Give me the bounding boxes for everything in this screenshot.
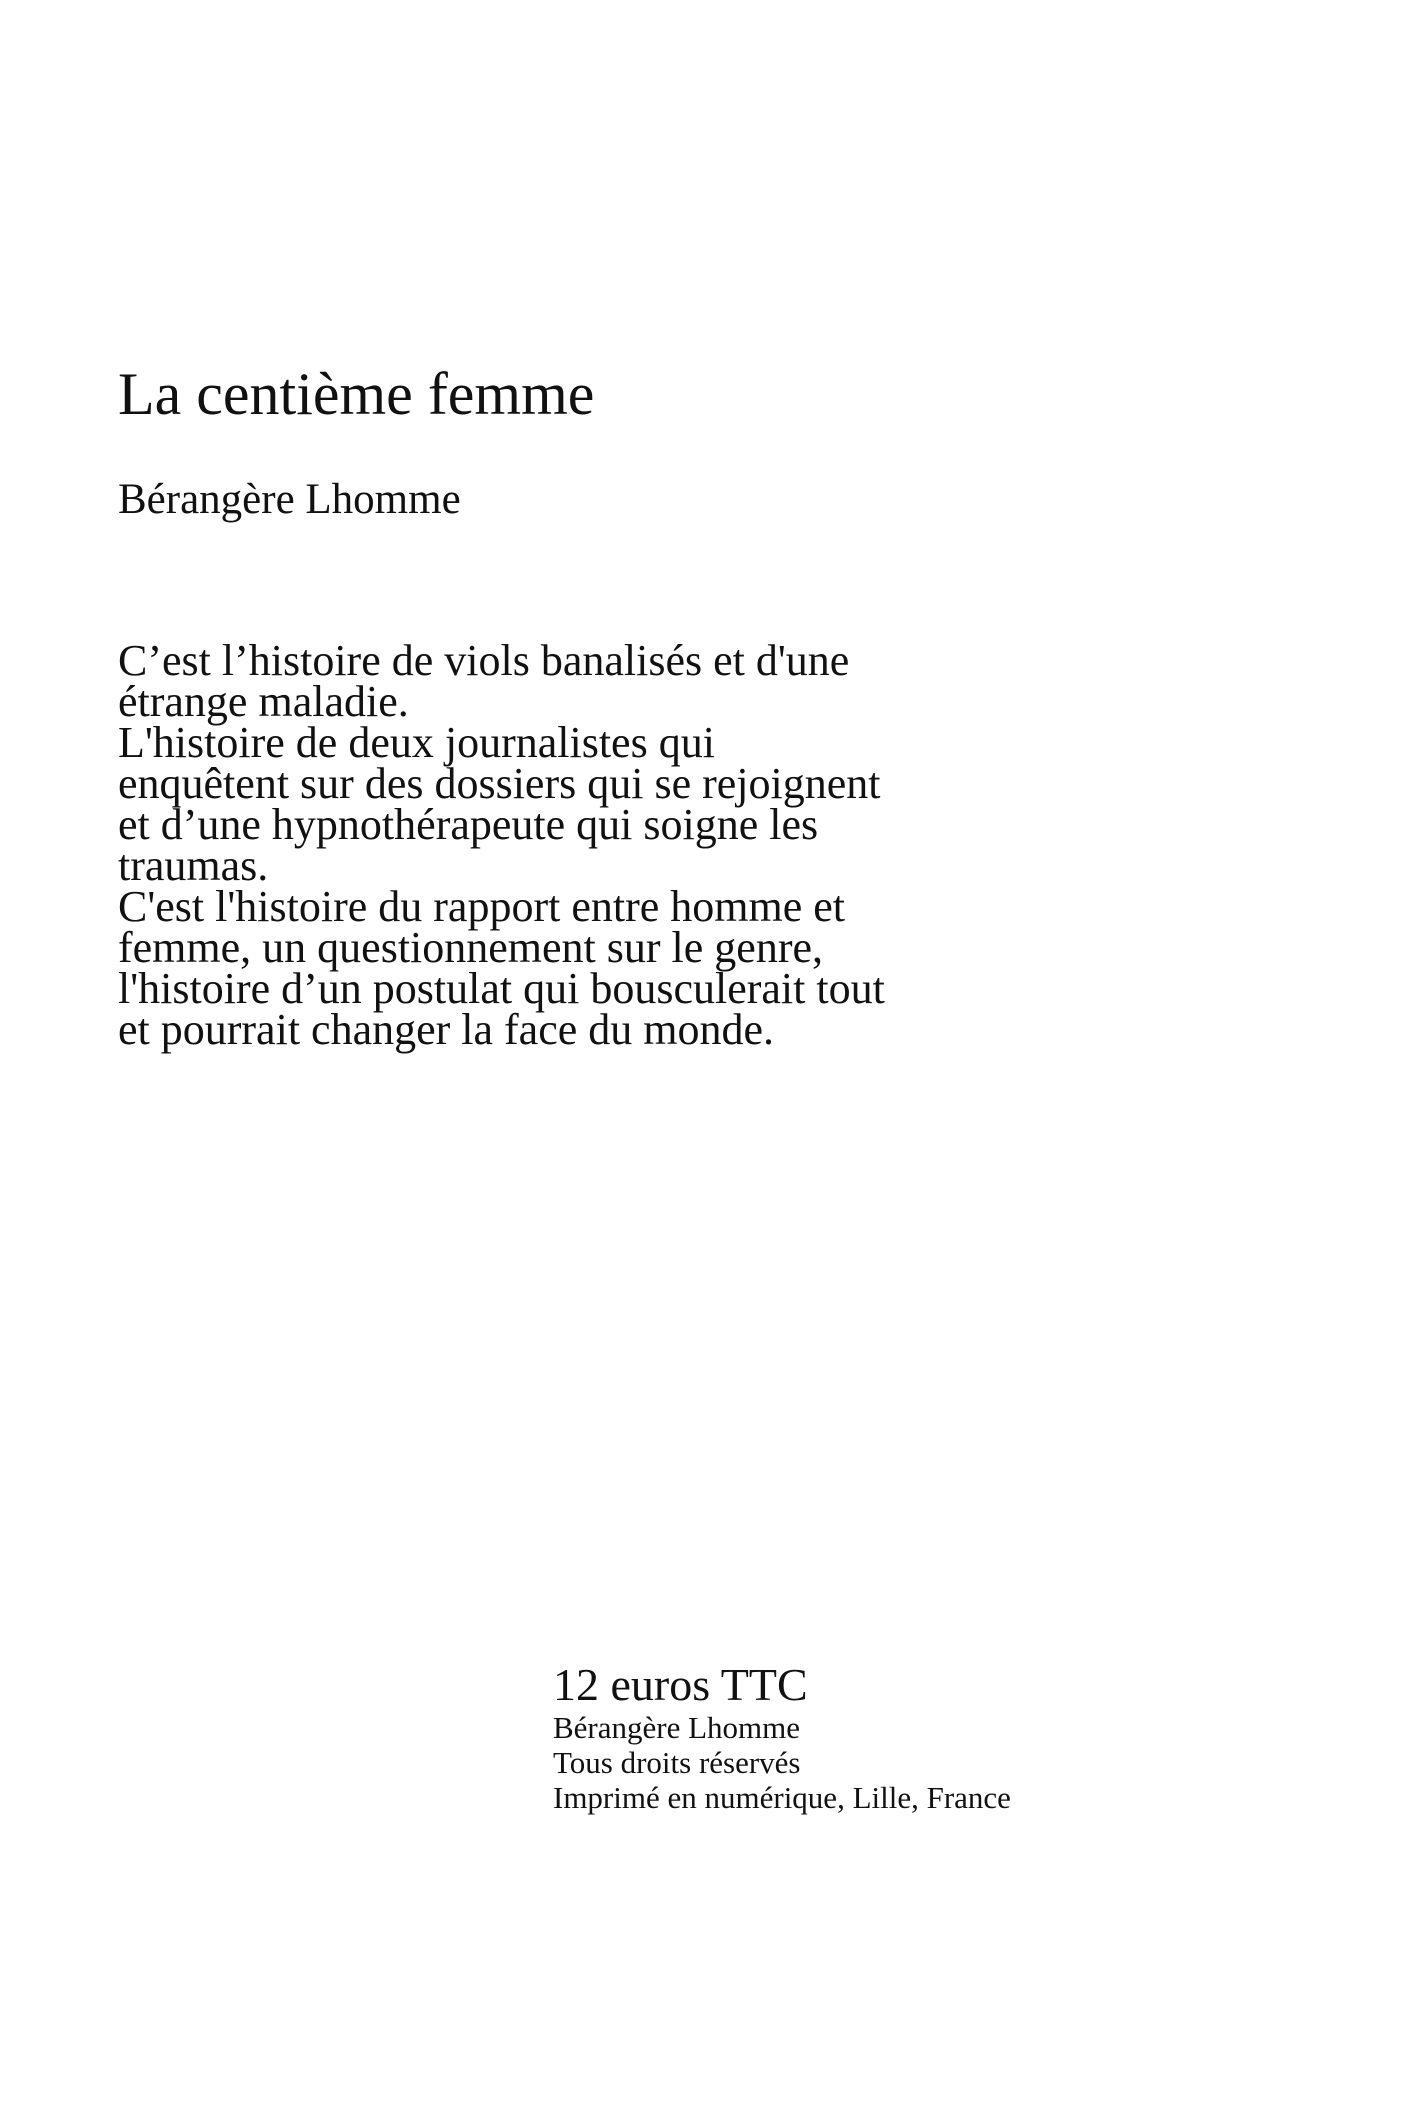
blurb-line: enquêtent sur des dossiers qui se rejoignent (118, 759, 881, 808)
blurb-line: C’est l’histoire de viols banalisés et d'une (118, 636, 850, 685)
colophon-author: Bérangère Lhomme (553, 1710, 801, 1745)
colophon-printing: Imprimé en numérique, Lille, France (553, 1780, 1011, 1815)
colophon (553, 1660, 1011, 1815)
blurb-line: étrange maladie. (118, 677, 409, 726)
blurb-line: traumas. (118, 841, 269, 890)
book-title: La centième femme (118, 361, 595, 427)
blurb-line: L'histoire de deux journalistes qui (118, 718, 715, 767)
blurb-line: l'histoire d’un postulat qui bousculerait tout (118, 964, 885, 1013)
blurb-line: femme, un questionnement sur le genre, (118, 923, 824, 972)
book-author: Bérangère Lhomme (118, 476, 461, 523)
book-blurb (118, 636, 1118, 1054)
blurb-line: et pourrait changer la face du monde. (118, 1005, 775, 1054)
blurb-line: et d’une hypnothérapeute qui soigne les (118, 800, 819, 849)
colophon-rights: Tous droits réservés (553, 1745, 801, 1780)
price-label: 12 euros TTC (553, 1659, 808, 1710)
blurb-line: C'est l'histoire du rapport entre homme et (118, 882, 846, 931)
